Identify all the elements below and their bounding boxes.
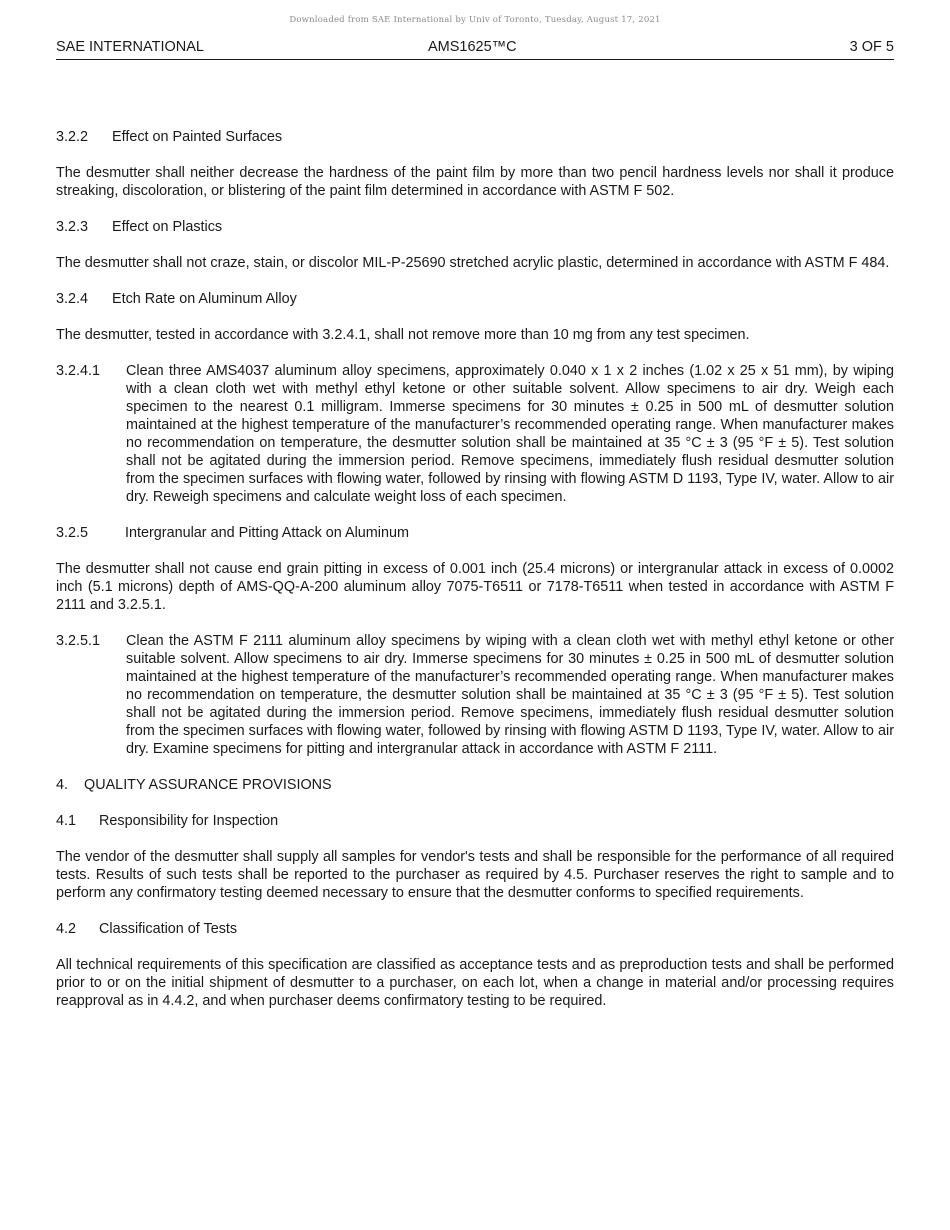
section-4-2-heading [56, 920, 894, 938]
section-title: Effect on Plastics [112, 219, 223, 235]
section-3-2-3-heading [56, 218, 894, 236]
section-3-2-4-1-body: Clean three AMS4037 aluminum alloy specimens, approximately 0.040 x 1 x 2 inches (1.02 x 25 x 51 mm), by wiping with a clean cloth wet with methyl ethyl ketone or other suitable solvent. Allow specimens to air dry. Weigh each specimen to the nearest 0.1 milligram. Immerse specimens for 30 minutes ± 0.25 in 500 mL of desmutter solution maintained at the highest temperature of the manufacturer’s recommended operating range. When manufacturer makes no recommendation on temperature, the desmutter solution shall be maintained at 35 °C ± 3 (95 °F ± 5). Test solution shall not be agitated during the immersion period. Remove specimens, immediately flush residual desmutter solution from the specimen surfaces with flowing water, followed by rinsing with flowing ASTM D 1193, Type IV, water. Allow to air dry. Reweigh specimens and calculate weight loss of each specimen. [126, 363, 894, 505]
section-number: 3.2.5.1 [56, 633, 101, 649]
section-3-2-3-body: The desmutter shall not craze, stain, or discolor MIL-P-25690 stretched acrylic plastic, determined in accordance with ASTM F 484. [56, 255, 890, 271]
section-number: 3.2.5 [56, 525, 89, 541]
document-body [56, 128, 894, 1028]
section-number: 4.2 [56, 921, 77, 937]
section-title: Intergranular and Pitting Attack on Aluminum [125, 525, 409, 541]
section-4-1-heading [56, 812, 894, 830]
section-title: Responsibility for Inspection [99, 813, 279, 829]
section-3-2-4-body: The desmutter, tested in accordance with 3.2.4.1, shall not remove more than 10 mg from any test specimen. [56, 327, 750, 343]
section-3-2-2-heading [56, 128, 894, 146]
section-title: QUALITY ASSURANCE PROVISIONS [84, 777, 332, 793]
section-number: 4.1 [56, 813, 77, 829]
page-header [56, 39, 894, 60]
section-number: 3.2.4.1 [56, 363, 101, 379]
section-4-1-body: The vendor of the desmutter shall supply all samples for vendor's tests and shall be responsible for the performance of all required tests. Results of such tests shall be reported to the purchaser as required by 4.5. Purchaser reserves the right to sample and to perform any confirmatory testing deemed necessary to ensure that the desmutter conforms to specified requirements. [56, 849, 894, 901]
section-title: Effect on Painted Surfaces [112, 129, 283, 145]
section-4-heading [56, 776, 894, 794]
header-org: SAE INTERNATIONAL [56, 39, 204, 55]
section-4-2-body: All technical requirements of this specification are classified as acceptance tests and as preproduction tests and shall be performed prior to or on the initial shipment of desmutter to a purchaser, on each lot, when a change in material and/or processing requires reapproval as in 4.4.2, and when purchaser deems confirmatory testing to be required. [56, 957, 894, 1009]
section-3-2-5-1-body: Clean the ASTM F 2111 aluminum alloy specimens by wiping with a clean cloth wet with methyl ethyl ketone or other suitable solvent. Allow specimens to air dry. Immerse specimens for 30 minutes ± 0.25 in 500 mL of desmutter solution maintained at the highest temperature of the manufacturer’s recommended operating range. When manufacturer makes no recommendation on temperature, the desmutter solution shall be maintained at 35 °C ± 3 (95 °F ± 5). Test solution shall not be agitated during the immersion period. Remove specimens, immediately flush residual desmutter solution from the specimen surfaces with flowing water, followed by rinsing with flowing ASTM D 1193, Type IV, water. Allow to air dry. Examine specimens for pitting and intergranular attack in accordance with ASTM F 2111. [126, 633, 894, 757]
section-title: Etch Rate on Aluminum Alloy [112, 291, 297, 307]
section-3-2-5-body: The desmutter shall not cause end grain pitting in excess of 0.001 inch (25.4 microns) or intergranular attack in excess of 0.0002 inch (5.1 microns) depth of AMS-QQ-A-200 aluminum alloy 7075-T6511 or 7178-T6511 when tested in accordance with ASTM F 2111 and 3.2.5.1. [56, 561, 894, 613]
section-3-2-2-body: The desmutter shall neither decrease the hardness of the paint film by more than two pencil hardness levels nor shall it produce streaking, discoloration, or blistering of the paint film determined in accordance with ASTM F 502. [56, 165, 894, 199]
header-page-number: 3 OF 5 [849, 39, 894, 55]
section-3-2-4-heading [56, 290, 894, 308]
section-3-2-5-1 [56, 632, 894, 758]
section-number: 3.2.4 [56, 291, 89, 307]
section-3-2-4-1 [56, 362, 894, 506]
header-doc-id: AMS1625™C [428, 39, 517, 55]
section-number: 3.2.3 [56, 219, 89, 235]
section-title: Classification of Tests [99, 921, 238, 937]
section-3-2-5-heading [56, 524, 894, 542]
section-number: 3.2.2 [56, 129, 89, 145]
download-watermark: Downloaded from SAE International by Univ of Toronto, Tuesday, August 17, 2021 [289, 15, 661, 25]
section-number: 4. [56, 777, 69, 793]
